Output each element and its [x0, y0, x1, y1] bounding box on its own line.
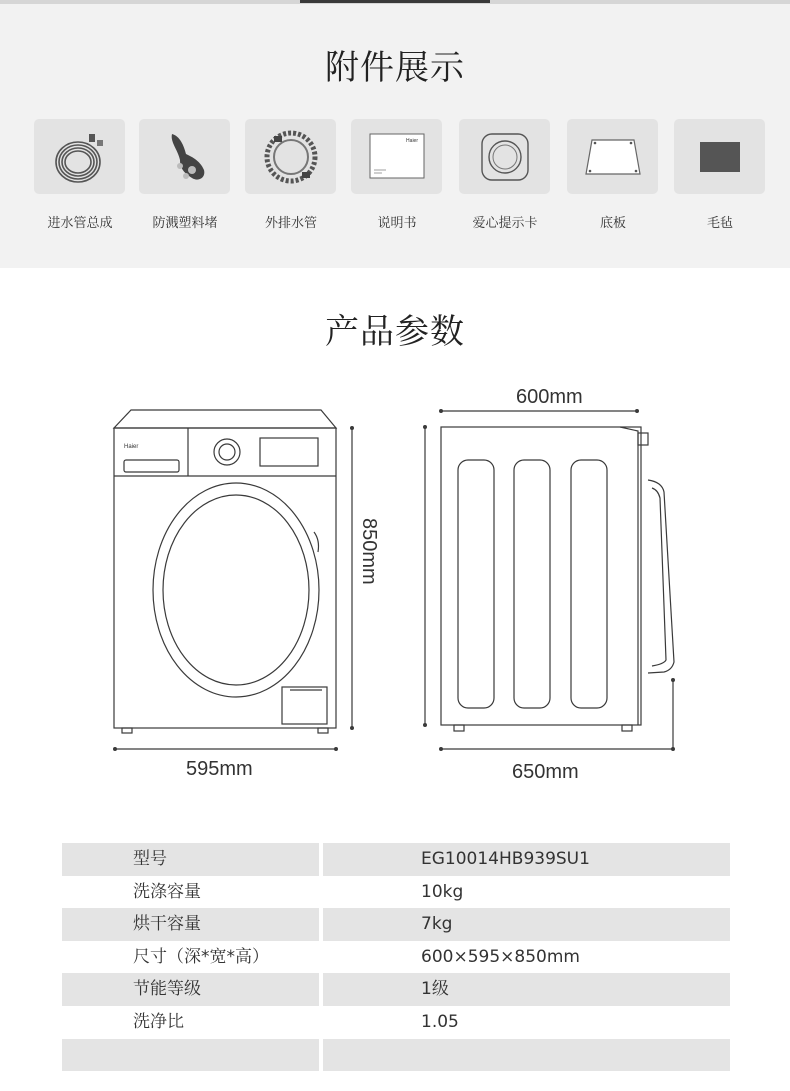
spec-value: 10kg — [421, 881, 464, 902]
accessory-card — [245, 119, 336, 194]
accessory-card — [34, 119, 125, 194]
drain-hose-icon — [256, 126, 326, 188]
felt-icon — [685, 126, 755, 188]
accessory-item — [351, 119, 443, 231]
accessory-card — [674, 119, 765, 194]
table-row — [62, 843, 730, 876]
front-height-label: 850mm — [358, 518, 380, 585]
accessories-title: 附件展示 — [325, 48, 465, 88]
accessory-item — [34, 119, 126, 231]
specs-table — [62, 843, 730, 1071]
accessory-item — [459, 119, 551, 231]
accessory-item — [567, 119, 659, 231]
accessory-label: 防溅塑料堵 — [152, 216, 218, 231]
spec-value: EG10014HB939SU1 — [323, 843, 730, 876]
table-row — [62, 1006, 730, 1039]
accessory-label: 毛毡 — [706, 216, 733, 231]
accessory-item — [245, 119, 337, 231]
table-row — [62, 973, 730, 1006]
spec-label: 型号 — [62, 843, 319, 876]
table-row — [62, 876, 730, 909]
table-row — [62, 941, 730, 974]
accessory-item — [139, 119, 231, 231]
dimension-diagram — [0, 380, 790, 810]
table-row — [62, 1039, 730, 1072]
spec-value: 7kg — [323, 908, 730, 941]
front-body — [114, 428, 336, 728]
manual-brand-text: Haier — [405, 137, 418, 144]
spec-label: 洗净比 — [133, 1011, 184, 1032]
front-top-panel — [114, 410, 336, 428]
accessory-label: 说明书 — [377, 216, 417, 231]
spec-label: 洗涤容量 — [133, 881, 201, 902]
accessory-label: 进水管总成 — [47, 216, 113, 231]
accessory-label: 底板 — [599, 216, 626, 231]
accessory-card — [567, 119, 658, 194]
spec-label: 尺寸（深*宽*高） — [133, 946, 269, 967]
accessory-label: 外排水管 — [264, 216, 317, 231]
spec-value: 1.05 — [421, 1011, 459, 1032]
side-top-width-label: 600mm — [516, 386, 583, 408]
manual-icon — [362, 126, 432, 188]
front-width-label: 595mm — [186, 758, 253, 780]
spec-value: 1级 — [323, 973, 730, 1006]
accessory-card — [351, 119, 442, 194]
accessory-item — [674, 119, 766, 231]
spec-value: 600×595×850mm — [421, 946, 580, 967]
front-brand-text: Haier — [124, 444, 139, 450]
spec-label: 烘干容量 — [62, 908, 319, 941]
side-depth-label: 650mm — [512, 761, 579, 783]
inlet-hose-icon — [45, 126, 115, 188]
tip-card-icon — [470, 126, 540, 188]
base-plate-icon — [578, 126, 648, 188]
spec-label: 节能等级 — [62, 973, 319, 1006]
spec-label — [62, 1039, 319, 1072]
plastic-plug-icon — [150, 126, 220, 188]
product-title: 产品参数 — [325, 312, 465, 352]
top-border-accent — [300, 0, 490, 3]
accessory-card — [139, 119, 230, 194]
accessory-label: 爱心提示卡 — [472, 216, 538, 231]
spec-value — [323, 1039, 730, 1072]
accessory-card — [459, 119, 550, 194]
side-body — [441, 427, 641, 725]
table-row — [62, 908, 730, 941]
